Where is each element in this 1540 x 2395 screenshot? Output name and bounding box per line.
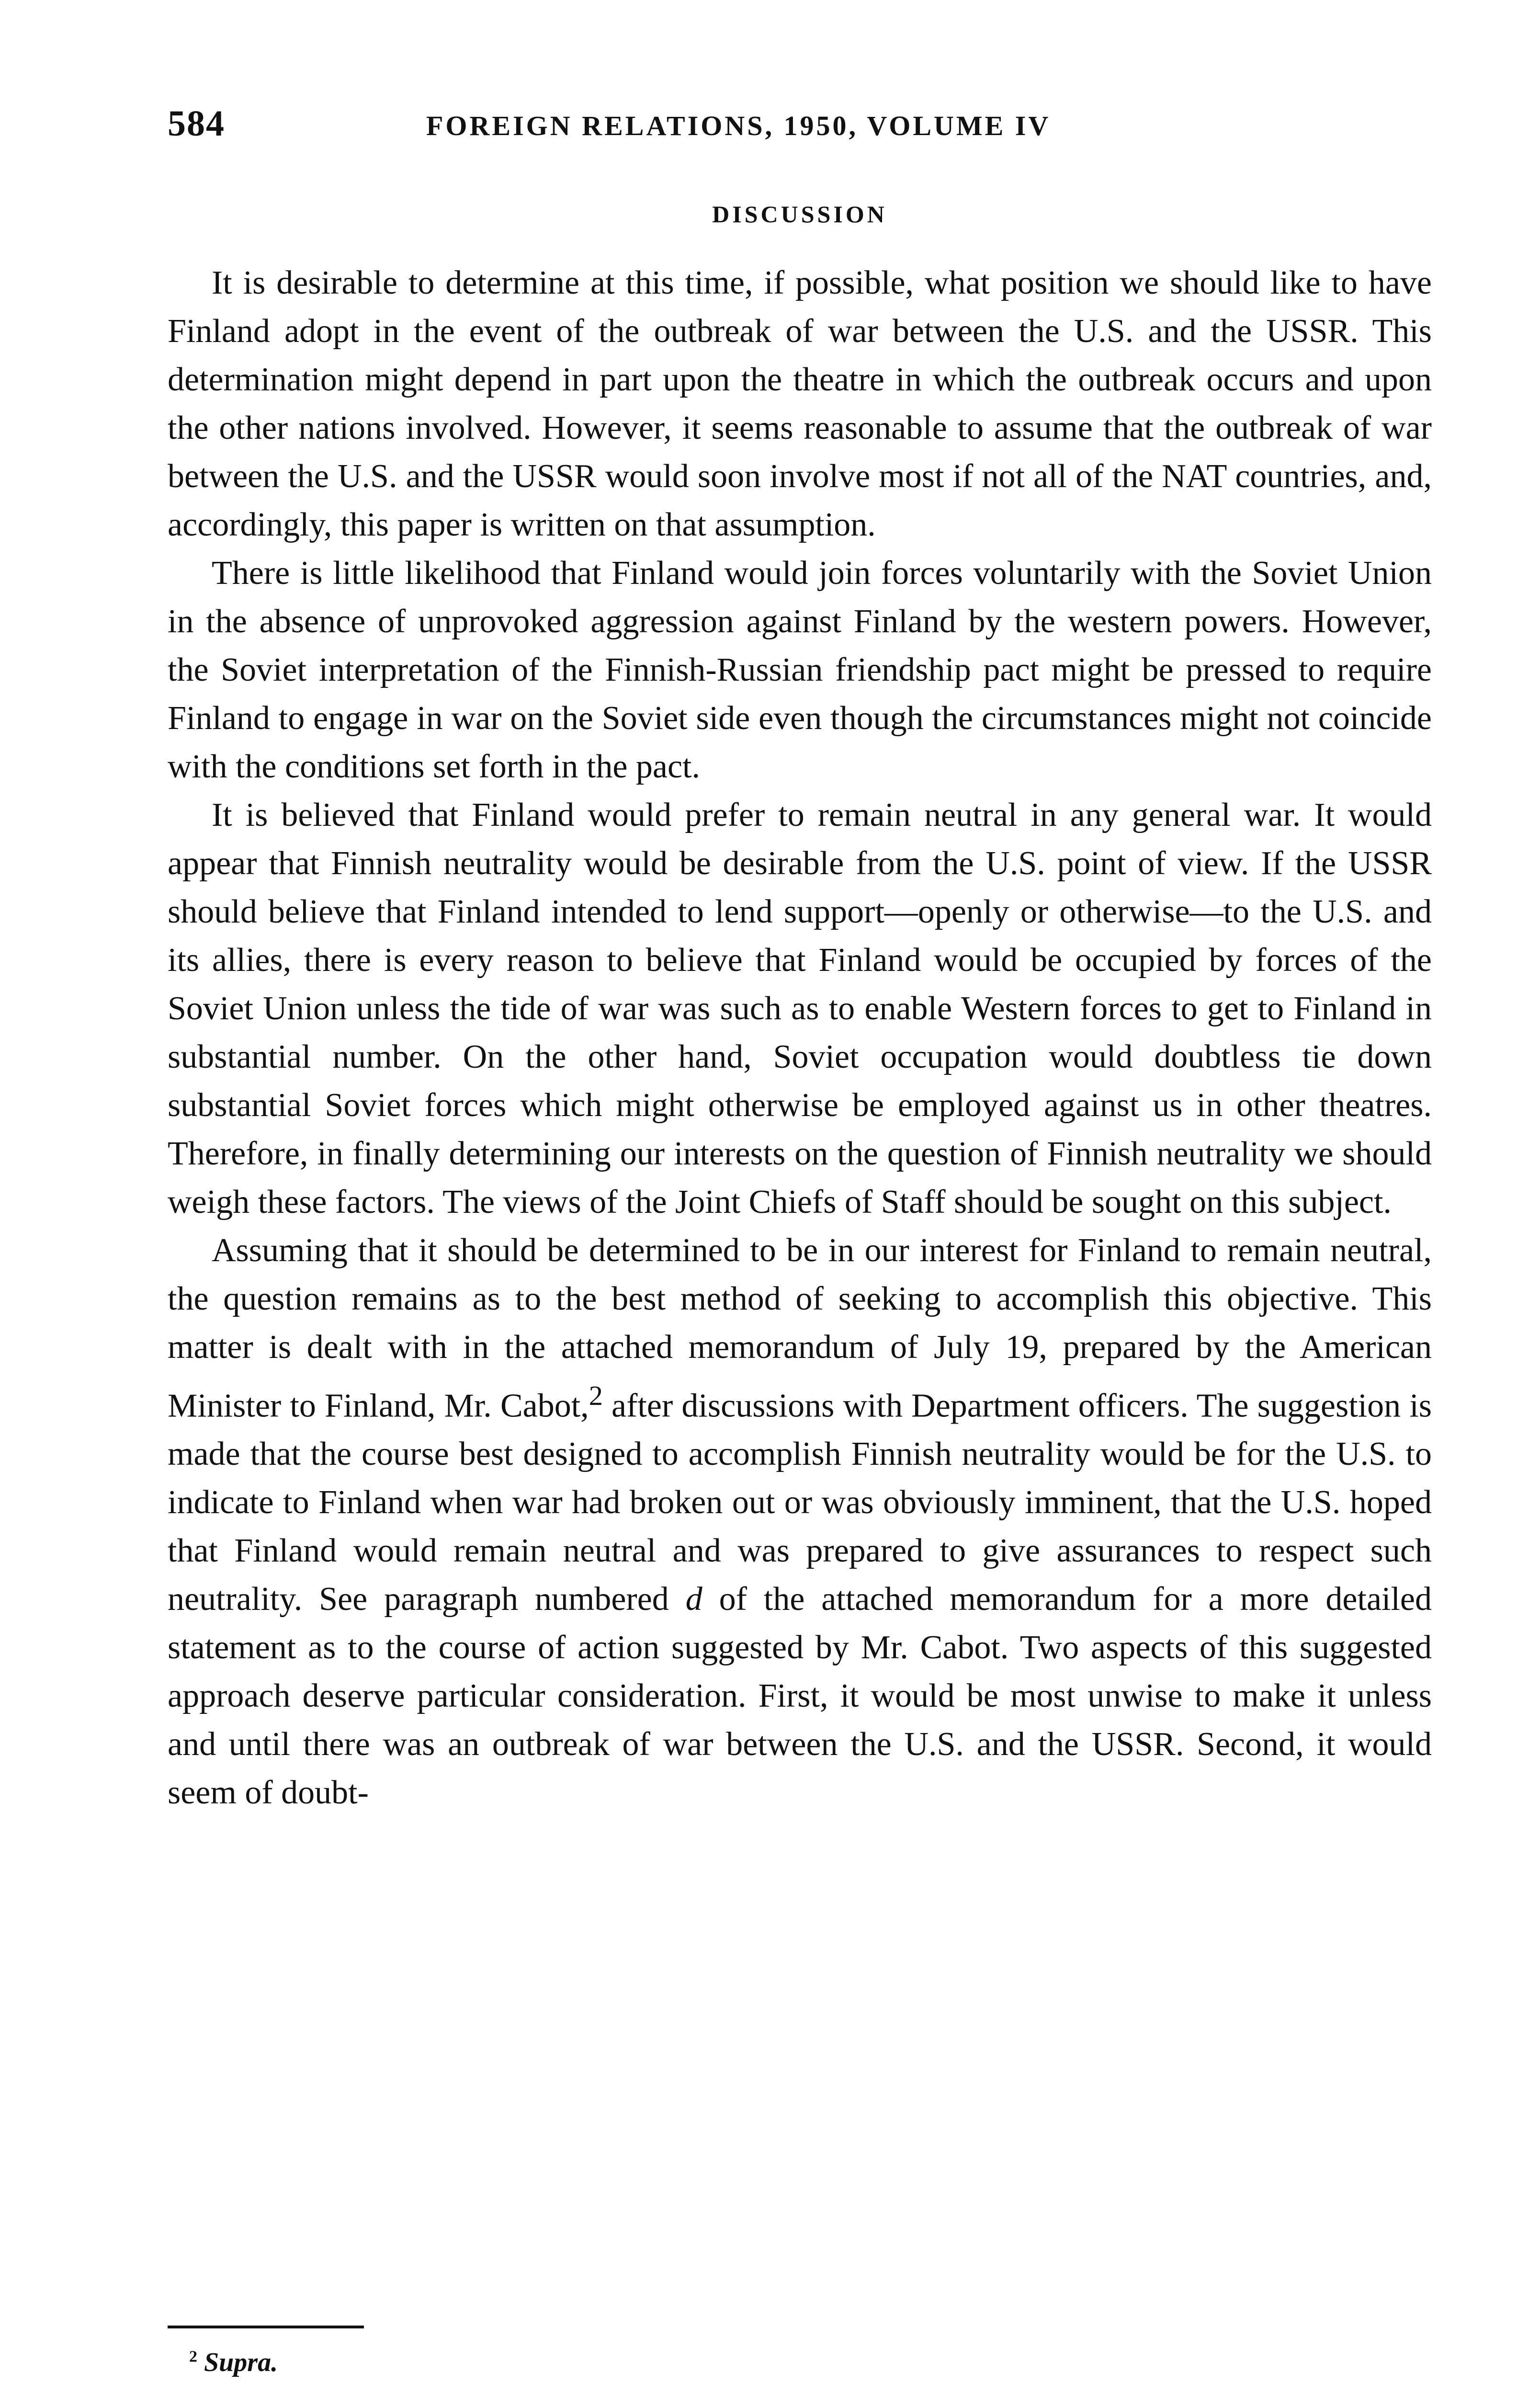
page-number: 584	[168, 103, 225, 144]
paragraph-4-text-a: Assuming that it should be determined to be in our interest for Finland to remain neutral, the question remains as to the best method of seeking to accomplish this objective. This matter is dealt with in the attached memorandum of July 19, prepared by the American Minister to Finland, Mr. Cabot,	[168, 1232, 1432, 1425]
paragraph-3: It is believed that Finland would prefer to remain neutral in any general war. It would appear that Finnish neutrality would be desirable from the U.S. point of view. If the USSR should believe that Finland intended to lend support—openly or otherwise—to the U.S. and its allies, there is every reason to believe that Finland would be occupied by forces of the Soviet Union unless the tide of war was such as to enable Western forces to get to Finland in substantial number. On the other hand, Soviet occupation would doubtless tie down substantial Soviet forces which might otherwise be employed against us in other theatres. Therefore, in finally determining our interests on the question of Finnish neutrality we should weigh these factors. The views of the Joint Chiefs of Staff should be sought on this subject.	[168, 797, 1432, 1220]
paragraph-1: It is desirable to determine at this time, if possible, what position we should like to have Finland adopt in the event of the outbreak of war between the U.S. and the USSR. This determination might depend in part upon the theatre in which the outbreak occurs and upon the other nations involved. However, it seems reasonable to assume that the outbreak of war between the U.S. and the USSR would soon involve most if not all of the NAT countries, and, accordingly, this paper is written on that assumption.	[168, 264, 1432, 543]
footnote-reference: 2	[589, 1380, 603, 1411]
paragraph-letter-d: d	[685, 1581, 702, 1618]
section-title: DISCUSSION	[712, 201, 887, 228]
running-head: FOREIGN RELATIONS, 1950, VOLUME IV	[426, 110, 1051, 141]
document-page	[168, 0, 1432, 2395]
paragraph-4	[168, 1226, 1432, 1817]
body-text	[168, 259, 1432, 1817]
paragraph-2: There is little likelihood that Finland would join forces voluntarily with the Soviet Union in the absence of unprovoked aggression against Finland by the western powers. However, the Soviet interpretation of the Finnish-Russian friendship pact might be pressed to require Finland to engage in war on the Soviet side even though the circumstances might not coincide with the conditions set forth in the pact.	[168, 555, 1432, 785]
paragraph-4-text-b: after discussions with Department officers. The suggestion is made that the course best designed to accomplish Finnish neutrality would be for the U.S. to indicate to Finland when war had broken out or was obviously imminent, that the U.S. hoped that Finland would remain neutral and was prepared to give assurances to respect such neutrality. See paragraph numbered	[168, 1387, 1432, 1618]
paragraph-4-text-c: of the attached memorandum for a more detailed statement as to the course of action suggested by Mr. Cabot. Two aspects of this suggested approach deserve particular consideration. First, it would be most unwise to make it unless and until there was an outbreak of war between the U.S. and the USSR. Second, it would seem of doubt-	[168, 1581, 1432, 1812]
page-header	[168, 103, 1432, 156]
footnote-text: Supra.	[204, 2348, 278, 2377]
footnote-rule	[168, 2326, 364, 2328]
footnote	[189, 2347, 278, 2378]
footnote-marker: 2	[189, 2348, 197, 2366]
